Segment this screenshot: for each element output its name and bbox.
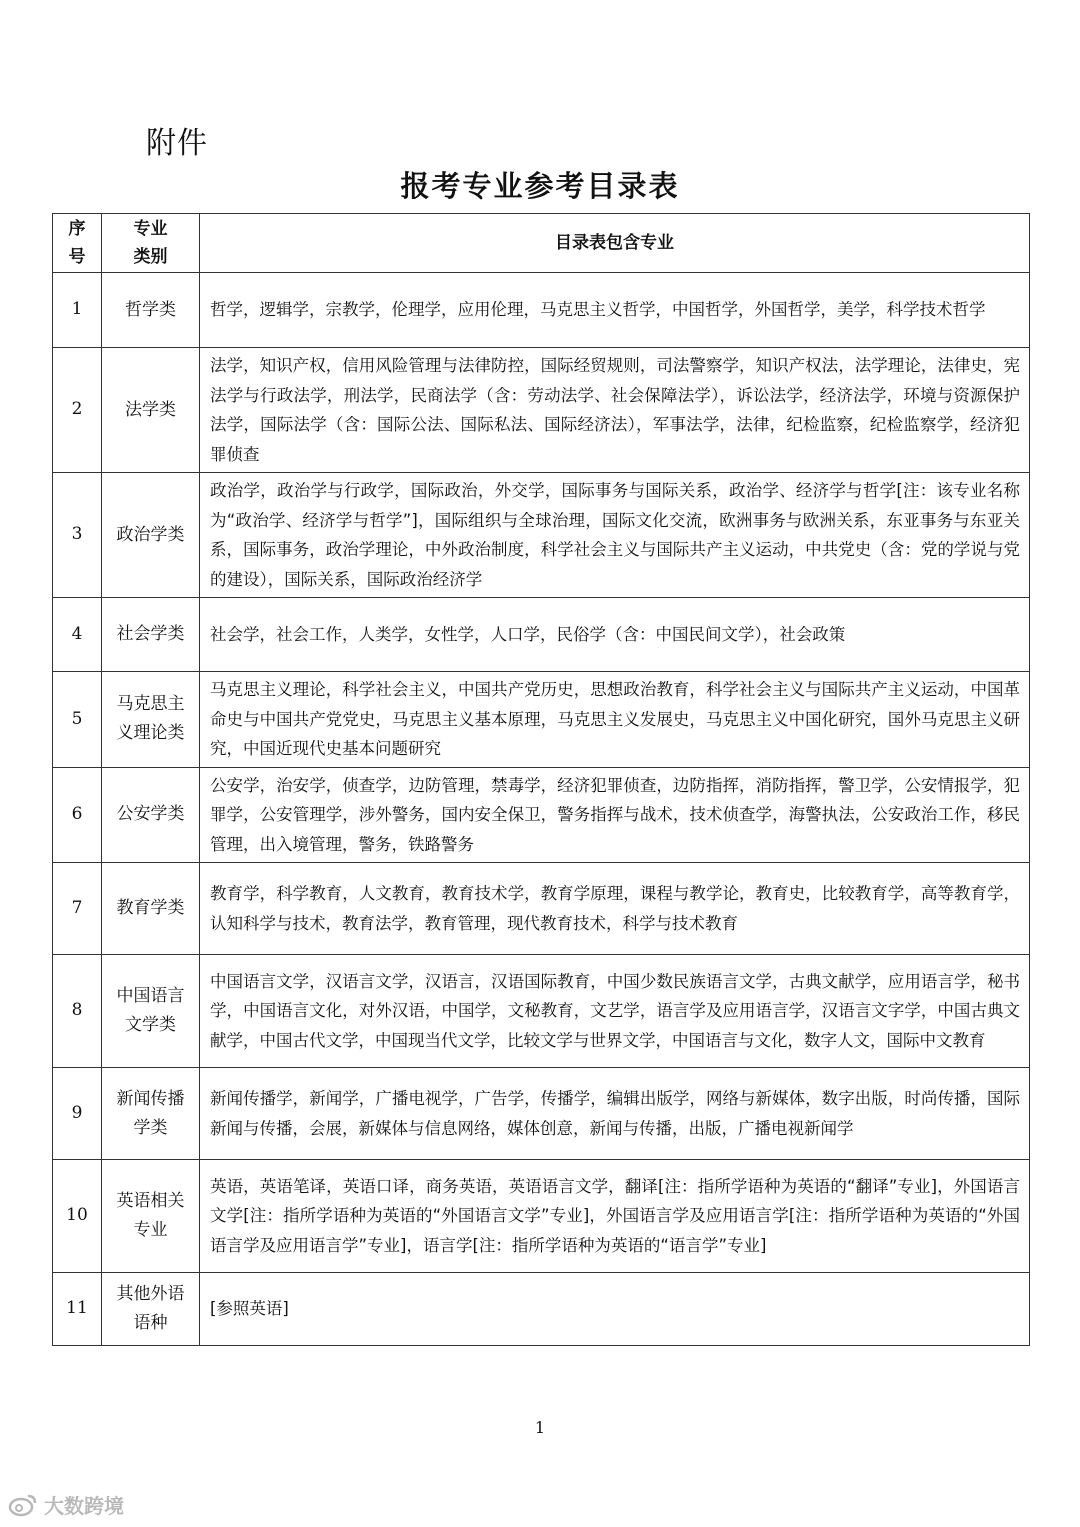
header-majors: 目录表包含专业 xyxy=(200,214,1030,273)
major-catalog-table xyxy=(52,213,1030,1346)
row-category: 哲学类 xyxy=(102,273,200,348)
row-num: 2 xyxy=(53,348,102,473)
row-majors: 新闻传播学，新闻学，广播电视学，广告学，传播学，编辑出版学，网络与新媒体，数字出版，时尚传播，国际新闻与传播，会展，新媒体与信息网络，媒体创意，新闻与传播，出版，广播电视新闻学 xyxy=(200,1068,1030,1160)
row-majors: 英语，英语笔译，英语口译，商务英语，英语语言文学，翻译[注：指所学语种为英语的“翻译”专业]，外国语言文学[注：指所学语种为英语的“外国语言文学”专业]，外国语言学及应用语言学[注：指所学语种为英语的“外国语言学及应用语言学”专业]，语言学[注：指所学语种为英语的“语言学”专业] xyxy=(200,1160,1030,1273)
row-category: 英语相关专业 xyxy=(102,1160,200,1273)
row-num: 9 xyxy=(53,1068,102,1160)
table-header-row xyxy=(53,214,1030,273)
page-number: 1 xyxy=(534,1418,546,1437)
row-majors: 政治学，政治学与行政学，国际政治，外交学，国际事务与国际关系，政治学、经济学与哲学[注：该专业名称为“政治学、经济学与哲学”]，国际组织与全球治理，国际文化交流，欧洲事务与欧洲关系，东亚事务与东亚关系，国际事务，政治学理论，中外政治制度，科学社会主义与国际共产主义运动，中共党史（含：党的学说与党的建设），国际关系，国际政治经济学 xyxy=(200,473,1030,598)
row-category: 法学类 xyxy=(102,348,200,473)
row-majors: 哲学，逻辑学，宗教学，伦理学，应用伦理，马克思主义哲学，中国哲学，外国哲学，美学，科学技术哲学 xyxy=(200,273,1030,348)
row-majors: 法学，知识产权，信用风险管理与法律防控，国际经贸规则，司法警察学，知识产权法，法学理论，法律史，宪法学与行政法学，刑法学，民商法学（含：劳动法学、社会保障法学），诉讼法学，经济法学，环境与资源保护法学，国际法学（含：国际公法、国际私法、国际经济法），军事法学，法律，纪检监察，纪检监察学，经济犯罪侦查 xyxy=(200,348,1030,473)
row-category: 政治学类 xyxy=(102,473,200,598)
weibo-logo-icon xyxy=(8,1493,38,1517)
row-num: 11 xyxy=(53,1273,102,1346)
row-category: 马克思主义理论类 xyxy=(102,672,200,768)
row-num: 5 xyxy=(53,672,102,768)
row-num: 1 xyxy=(53,273,102,348)
row-majors: 社会学，社会工作，人类学，女性学，人口学，民俗学（含：中国民间文学），社会政策 xyxy=(200,598,1030,672)
header-num: 序号 xyxy=(53,214,102,273)
row-category: 中国语言文学类 xyxy=(102,955,200,1068)
row-majors: 中国语言文学，汉语言文学，汉语言，汉语国际教育，中国少数民族语言文学，古典文献学，应用语言学，秘书学，中国语言文化，对外汉语，中国学，文秘教育，文艺学，语言学及应用语言学，汉语言文字学，中国古典文献学，中国古代文学，中国现当代文学，比较文学与世界文学，中国语言与文化，数字人文，国际中文教育 xyxy=(200,955,1030,1068)
table-row xyxy=(53,767,1030,863)
row-category: 教育学类 xyxy=(102,863,200,955)
table-row xyxy=(53,1160,1030,1273)
row-category: 其他外语语种 xyxy=(102,1273,200,1346)
page-title: 报考专业参考目录表 xyxy=(400,169,680,203)
row-majors: 公安学，治安学，侦查学，边防管理，禁毒学，经济犯罪侦查，边防指挥，消防指挥，警卫学，公安情报学，犯罪学，公安管理学，涉外警务，国内安全保卫，警务指挥与战术，技术侦查学，海警执法，公安政治工作，移民管理，出入境管理，警务，铁路警务 xyxy=(200,767,1030,863)
row-category: 社会学类 xyxy=(102,598,200,672)
table-row xyxy=(53,1068,1030,1160)
row-num: 10 xyxy=(53,1160,102,1273)
table-row xyxy=(53,1273,1030,1346)
header-category: 专业类别 xyxy=(102,214,200,273)
row-majors: 马克思主义理论，科学社会主义，中国共产党历史，思想政治教育，科学社会主义与国际共产主义运动，中国革命史与中国共产党党史，马克思主义基本原理，马克思主义发展史，马克思主义中国化研究，国外马克思主义研究，中国近现代史基本问题研究 xyxy=(200,672,1030,768)
table-row xyxy=(53,273,1030,348)
row-category: 新闻传播学类 xyxy=(102,1068,200,1160)
watermark-text: 大数跨境 xyxy=(44,1494,124,1518)
watermark xyxy=(8,1490,124,1519)
row-category: 公安学类 xyxy=(102,767,200,863)
table-row xyxy=(53,863,1030,955)
table-row xyxy=(53,955,1030,1068)
row-num: 3 xyxy=(53,473,102,598)
row-majors: 教育学，科学教育，人文教育，教育技术学，教育学原理，课程与教学论，教育史，比较教育学，高等教育学，认知科学与技术，教育法学，教育管理，现代教育技术，科学与技术教育 xyxy=(200,863,1030,955)
table-row xyxy=(53,348,1030,473)
row-num: 4 xyxy=(53,598,102,672)
row-majors: [参照英语] xyxy=(200,1273,1030,1346)
table-row xyxy=(53,598,1030,672)
table-row xyxy=(53,672,1030,768)
row-num: 8 xyxy=(53,955,102,1068)
row-num: 7 xyxy=(53,863,102,955)
row-num: 6 xyxy=(53,767,102,863)
table-row xyxy=(53,473,1030,598)
attachment-label: 附件 xyxy=(146,126,208,161)
